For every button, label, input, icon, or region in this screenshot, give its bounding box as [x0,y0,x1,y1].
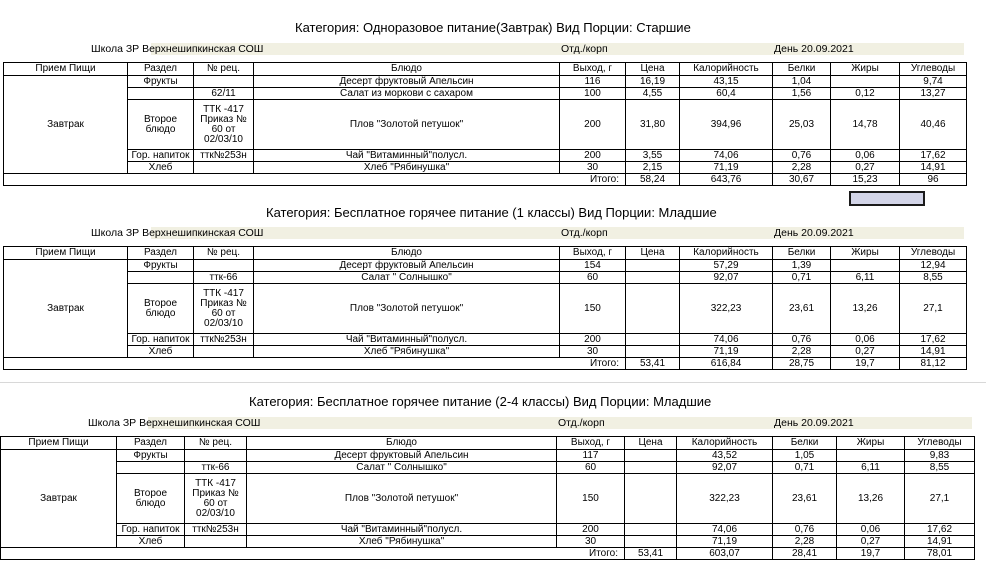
dish-cell: Плов "Золотой петушок" [254,284,560,334]
table-row[interactable] [4,162,967,174]
total-row [4,358,967,370]
total-row [4,174,967,186]
total-price: 53,41 [626,358,680,370]
price-cell: 2,15 [626,162,680,174]
column-header: Раздел [128,63,194,76]
price-cell [625,450,677,462]
section-cell: Хлеб [117,536,185,548]
table-row[interactable] [4,76,967,88]
total-label: Итого: [1,548,625,560]
protein-cell: 2,28 [773,536,837,548]
dish-cell: Хлеб "Рябинушка" [247,536,557,548]
price-cell: 16,19 [626,76,680,88]
protein-cell: 0,76 [773,524,837,536]
section-cell: Второе блюдо [128,284,194,334]
column-header: Белки [773,437,837,450]
recipe-cell: ТТК -417 Приказ № 60 от 02/03/10 [194,100,254,150]
menu-table [3,62,967,186]
fat-cell: 0,06 [837,524,905,536]
column-header: Калорийность [677,437,773,450]
dept-label: Отд./корп [561,43,608,55]
fat-cell [831,260,900,272]
section-cell: Фрукты [117,450,185,462]
kcal-cell: 74,06 [680,334,773,346]
table-row[interactable] [4,346,967,358]
column-header: Цена [626,247,680,260]
school-name: Школа ЗР Верхнешипкинская СОШ [91,227,264,239]
dish-cell: Чай "Витаминный"полусл. [247,524,557,536]
dish-cell: Салат " Солнышко" [247,462,557,474]
protein-cell: 2,28 [773,346,831,358]
table-row[interactable] [4,88,967,100]
column-header: Выход, г [557,437,625,450]
table-row[interactable] [1,474,975,524]
recipe-cell [194,346,254,358]
yield-cell: 30 [560,162,626,174]
kcal-cell: 71,19 [677,536,773,548]
yield-cell: 100 [560,88,626,100]
section-cell: Второе блюдо [128,100,194,150]
dish-cell: Салат " Солнышко" [254,272,560,284]
carbs-cell: 8,55 [900,272,967,284]
recipe-cell: ТТК -417 Приказ № 60 от 02/03/10 [185,474,247,524]
kcal-cell: 57,29 [680,260,773,272]
total-protein: 30,67 [773,174,831,186]
table-row[interactable] [4,334,967,346]
price-cell [626,284,680,334]
price-cell [625,524,677,536]
total-carbs: 78,01 [905,548,975,560]
total-row [1,548,975,560]
fat-cell [837,450,905,462]
price-cell [625,474,677,524]
carbs-cell: 8,55 [905,462,975,474]
recipe-cell [185,450,247,462]
price-cell [625,462,677,474]
fat-cell: 0,27 [831,346,900,358]
table-row[interactable] [4,260,967,272]
carbs-cell: 40,46 [900,100,967,150]
recipe-cell: ттк-66 [185,462,247,474]
total-kcal: 643,76 [680,174,773,186]
column-header: Жиры [831,63,900,76]
table-row[interactable] [1,524,975,536]
table-row[interactable] [4,272,967,284]
column-header: Прием Пищи [4,247,128,260]
price-cell: 4,55 [626,88,680,100]
total-carbs: 81,12 [900,358,967,370]
section-cell: Гор. напиток [128,334,194,346]
total-carbs: 96 [900,174,967,186]
price-cell: 31,80 [626,100,680,150]
carbs-cell: 12,94 [900,260,967,272]
section-cell: Фрукты [128,76,194,88]
yield-cell: 30 [560,346,626,358]
recipe-cell: ттк-66 [194,272,254,284]
kcal-cell: 92,07 [677,462,773,474]
total-price: 58,24 [626,174,680,186]
category-title: Категория: Бесплатное горячее питание (1 классы) Вид Порции: Младшие [266,205,717,220]
total-protein: 28,75 [773,358,831,370]
carbs-cell: 9,74 [900,76,967,88]
carbs-cell: 14,91 [900,346,967,358]
protein-cell: 0,71 [773,272,831,284]
column-header: Углеводы [900,63,967,76]
carbs-cell: 14,91 [900,162,967,174]
price-cell [626,260,680,272]
carbs-cell: 27,1 [900,284,967,334]
table-row[interactable] [1,536,975,548]
section-cell: Гор. напиток [117,524,185,536]
column-header: Цена [625,437,677,450]
selected-cell[interactable] [849,191,925,206]
column-header: Раздел [117,437,185,450]
fat-cell: 0,27 [831,162,900,174]
price-cell: 3,55 [626,150,680,162]
section-cell: Хлеб [128,346,194,358]
column-header: Блюдо [254,247,560,260]
dish-cell: Десерт фруктовый Апельсин [254,260,560,272]
column-header: Прием Пищи [1,437,117,450]
column-header: Белки [773,63,831,76]
column-header: Блюдо [254,63,560,76]
yield-cell: 60 [557,462,625,474]
section-cell: Фрукты [128,260,194,272]
table-row[interactable] [1,450,975,462]
recipe-cell: ттк№253н [194,150,254,162]
kcal-cell: 322,23 [680,284,773,334]
column-header: Жиры [831,247,900,260]
table-row[interactable] [4,150,967,162]
section-cell [117,462,185,474]
protein-cell: 0,71 [773,462,837,474]
fat-cell: 0,27 [837,536,905,548]
yield-cell: 150 [557,474,625,524]
table-row[interactable] [4,100,967,150]
fat-cell: 13,26 [831,284,900,334]
school-name: Школа ЗР Верхнешипкинская СОШ [88,417,261,429]
menu-table [3,246,967,370]
dish-cell: Салат из моркови с сахаром [254,88,560,100]
column-header: Выход, г [560,247,626,260]
meal-cell: Завтрак [1,450,117,548]
recipe-cell [185,536,247,548]
column-header: Калорийность [680,247,773,260]
dish-cell: Чай "Витаминный"полусл. [254,334,560,346]
recipe-cell [194,76,254,88]
fat-cell: 6,11 [831,272,900,284]
fat-cell: 14,78 [831,100,900,150]
dept-label: Отд./корп [561,227,608,239]
price-cell [626,346,680,358]
category-title: Категория: Одноразовое питание(Завтрак) Вид Порции: Старшие [295,20,691,35]
meal-cell: Завтрак [4,260,128,358]
section-cell: Хлеб [128,162,194,174]
recipe-cell [194,162,254,174]
date-label: День 20.09.2021 [774,417,854,429]
recipe-cell: ттк№253н [194,334,254,346]
total-kcal: 616,84 [680,358,773,370]
fat-cell: 0,06 [831,334,900,346]
section-cell: Гор. напиток [128,150,194,162]
section-cell [128,272,194,284]
kcal-cell: 74,06 [677,524,773,536]
total-fat: 19,7 [831,358,900,370]
header-row [4,63,967,76]
total-price: 53,41 [625,548,677,560]
yield-cell: 200 [557,524,625,536]
carbs-cell: 17,62 [900,150,967,162]
dept-label: Отд./корп [558,417,605,429]
column-header: Жиры [837,437,905,450]
yield-cell: 30 [557,536,625,548]
kcal-cell: 394,96 [680,100,773,150]
dish-cell: Хлеб "Рябинушка" [254,162,560,174]
protein-cell: 0,76 [773,334,831,346]
price-cell [625,536,677,548]
yield-cell: 150 [560,284,626,334]
price-cell [626,272,680,284]
kcal-cell: 71,19 [680,346,773,358]
date-label: День 20.09.2021 [774,227,854,239]
total-kcal: 603,07 [677,548,773,560]
kcal-cell: 43,52 [677,450,773,462]
recipe-cell: ттк№253н [185,524,247,536]
kcal-cell: 60,4 [680,88,773,100]
protein-cell: 1,05 [773,450,837,462]
school-name: Школа ЗР Верхнешипкинская СОШ [91,43,264,55]
yield-cell: 200 [560,334,626,346]
column-header: № рец. [185,437,247,450]
category-title: Категория: Бесплатное горячее питание (2-4 классы) Вид Порции: Младшие [249,394,712,409]
column-header: Цена [626,63,680,76]
table-row[interactable] [1,462,975,474]
column-header: № рец. [194,63,254,76]
protein-cell: 1,56 [773,88,831,100]
protein-cell: 1,39 [773,260,831,272]
column-header: Калорийность [680,63,773,76]
fat-cell: 6,11 [837,462,905,474]
recipe-cell [194,260,254,272]
carbs-cell: 9,83 [905,450,975,462]
yield-cell: 60 [560,272,626,284]
yield-cell: 117 [557,450,625,462]
carbs-cell: 17,62 [900,334,967,346]
total-fat: 19,7 [837,548,905,560]
menu-table [0,436,975,560]
section-cell [128,88,194,100]
protein-cell: 1,04 [773,76,831,88]
dish-cell: Плов "Золотой петушок" [254,100,560,150]
meal-cell: Завтрак [4,76,128,174]
header-row [1,437,975,450]
fat-cell: 0,06 [831,150,900,162]
total-label: Итого: [4,358,626,370]
fat-cell: 0,12 [831,88,900,100]
column-header: Углеводы [905,437,975,450]
dish-cell: Десерт фруктовый Апельсин [254,76,560,88]
column-header: Блюдо [247,437,557,450]
kcal-cell: 43,15 [680,76,773,88]
recipe-cell: 62/11 [194,88,254,100]
total-protein: 28,41 [773,548,837,560]
carbs-cell: 13,27 [900,88,967,100]
kcal-cell: 92,07 [680,272,773,284]
yield-cell: 200 [560,100,626,150]
dish-cell: Плов "Золотой петушок" [247,474,557,524]
recipe-cell: ТТК -417 Приказ № 60 от 02/03/10 [194,284,254,334]
protein-cell: 23,61 [773,284,831,334]
kcal-cell: 74,06 [680,150,773,162]
date-label: День 20.09.2021 [774,43,854,55]
carbs-cell: 27,1 [905,474,975,524]
dish-cell: Чай "Витаминный"полусл. [254,150,560,162]
protein-cell: 25,03 [773,100,831,150]
fat-cell: 13,26 [837,474,905,524]
section-cell: Второе блюдо [117,474,185,524]
column-header: Выход, г [560,63,626,76]
header-row [4,247,967,260]
protein-cell: 2,28 [773,162,831,174]
column-header: Раздел [128,247,194,260]
table-row[interactable] [4,284,967,334]
yield-cell: 200 [560,150,626,162]
price-cell [626,334,680,346]
protein-cell: 0,76 [773,150,831,162]
protein-cell: 23,61 [773,474,837,524]
yield-cell: 154 [560,260,626,272]
carbs-cell: 14,91 [905,536,975,548]
column-header: № рец. [194,247,254,260]
total-label: Итого: [4,174,626,186]
dish-cell: Десерт фруктовый Апельсин [247,450,557,462]
dish-cell: Хлеб "Рябинушка" [254,346,560,358]
yield-cell: 116 [560,76,626,88]
column-header: Углеводы [900,247,967,260]
fat-cell [831,76,900,88]
column-header: Белки [773,247,831,260]
kcal-cell: 71,19 [680,162,773,174]
total-fat: 15,23 [831,174,900,186]
carbs-cell: 17,62 [905,524,975,536]
column-header: Прием Пищи [4,63,128,76]
kcal-cell: 322,23 [677,474,773,524]
